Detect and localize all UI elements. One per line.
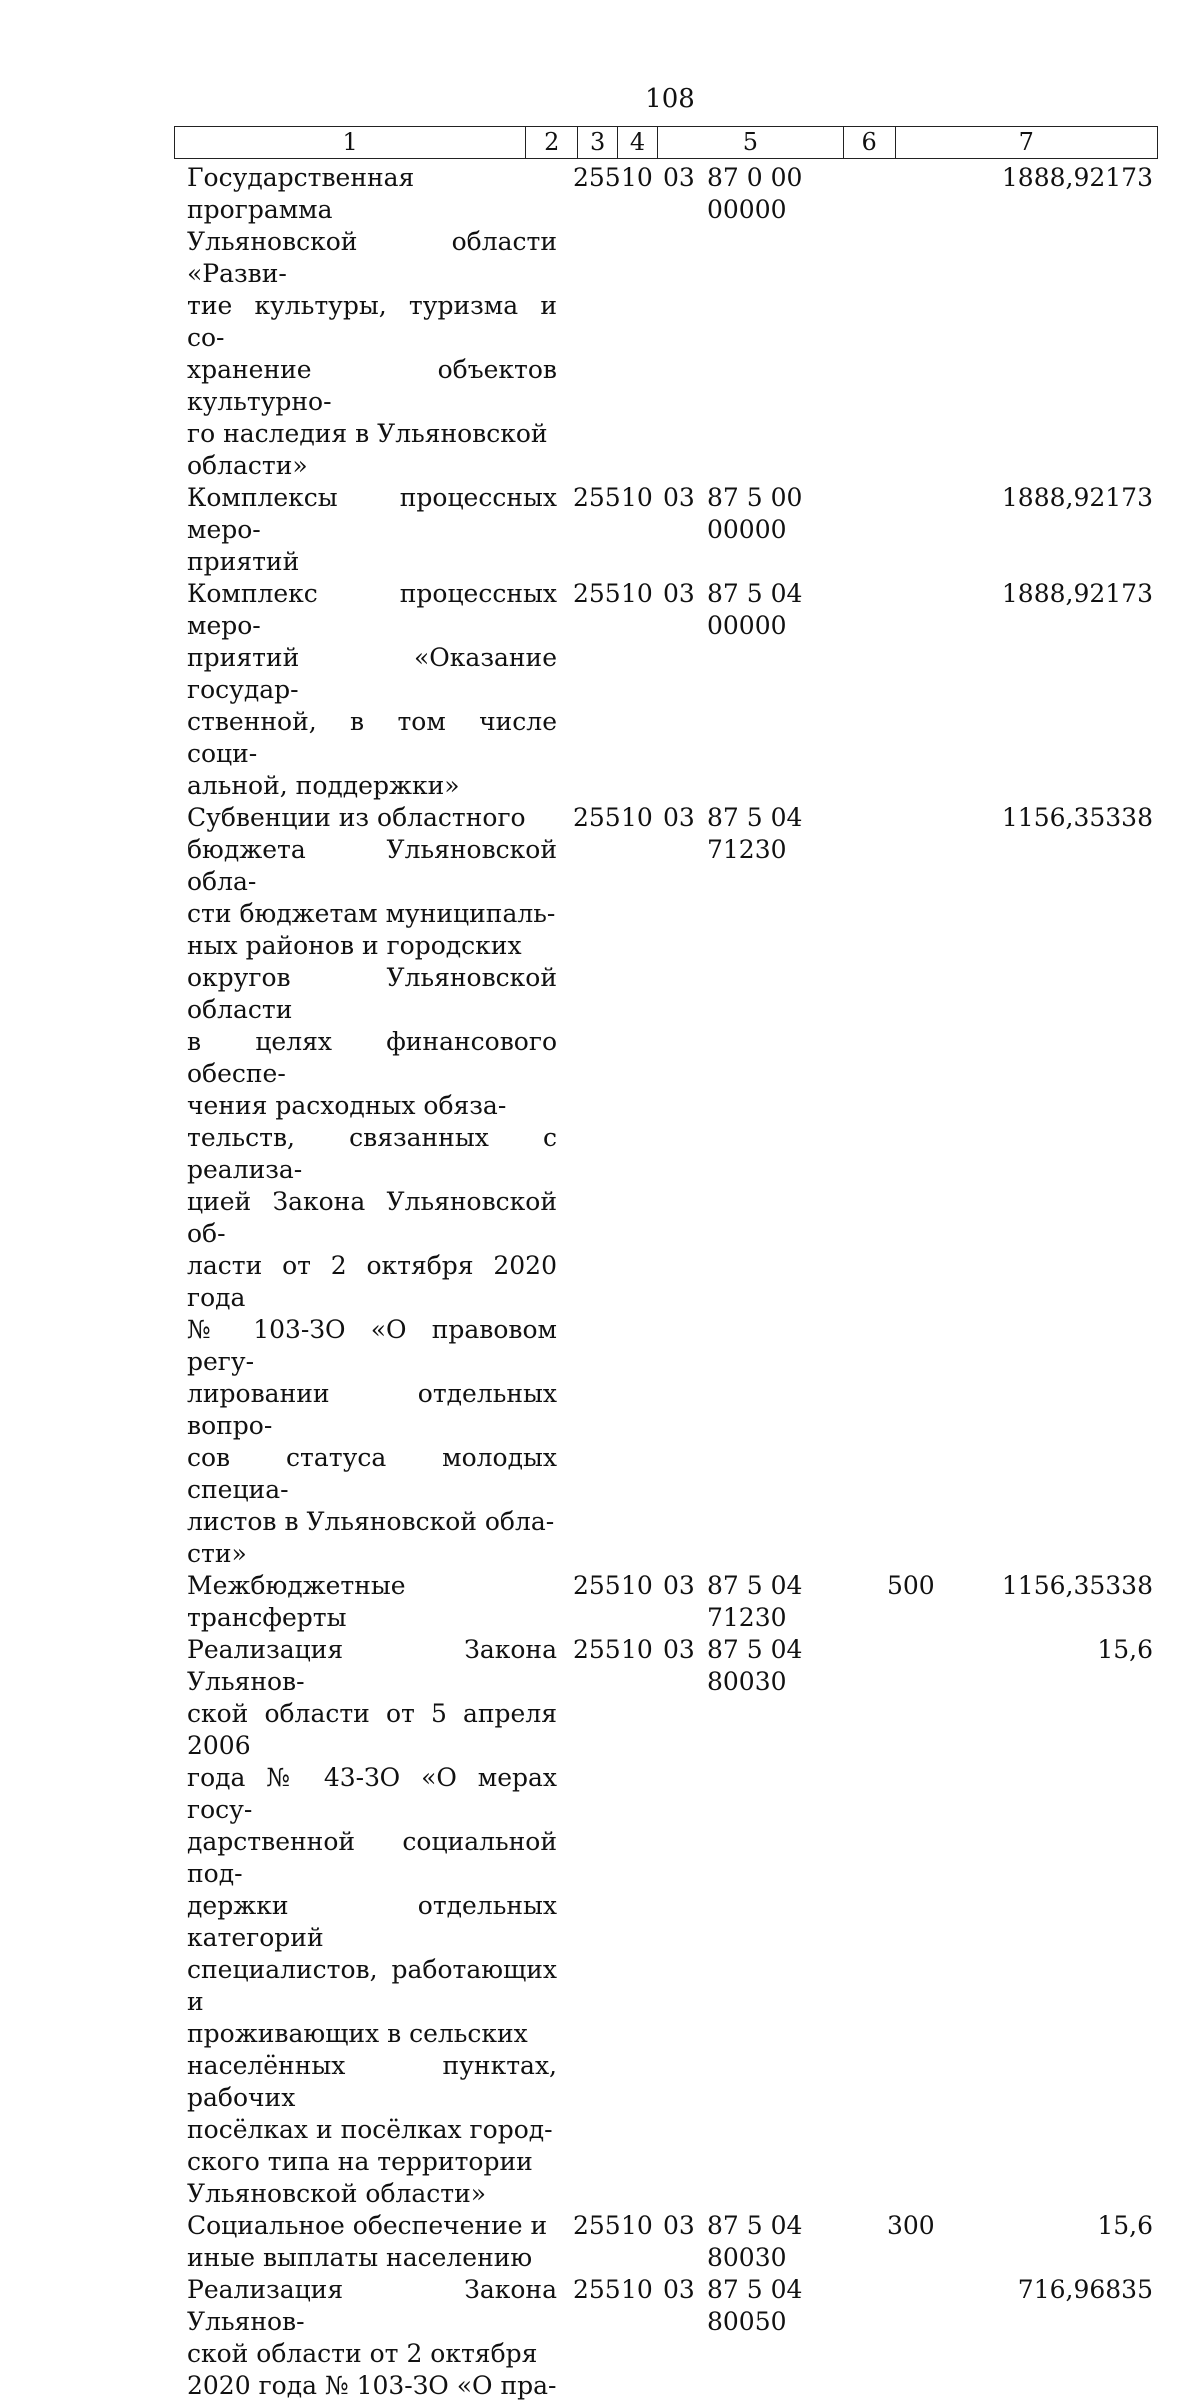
table-row — [0, 162, 1200, 482]
row-code-admin: 255 — [573, 579, 621, 608]
row-code-expense-type — [887, 482, 937, 578]
row-code-subsection: 03 — [663, 2211, 695, 2240]
row-description — [187, 802, 557, 1570]
row-code-admin: 255 — [573, 2211, 621, 2240]
row-amount: 15,6 — [1097, 2211, 1153, 2240]
table-row — [0, 802, 1200, 1570]
description-line: чения расходных обяза- — [187, 1091, 507, 1120]
description-line: ных районов и городских — [187, 931, 522, 960]
description-line: проживающих в сельских — [187, 2019, 528, 2048]
row-code-subsection: 03 — [663, 163, 695, 192]
row-code-target: 87 5 04 00000 — [707, 579, 803, 640]
row-code-target: 87 5 04 80030 — [707, 2211, 803, 2272]
row-code-target: 87 5 04 80030 — [707, 1635, 803, 1696]
table-row — [0, 482, 1200, 578]
description-line: дарственной социальной под- — [187, 1827, 557, 1888]
row-description — [187, 578, 557, 802]
description-line: ской области от 5 апреля 2006 — [187, 1699, 557, 1760]
row-amount: 1888,92173 — [1001, 163, 1153, 192]
row-code-admin: 255 — [573, 483, 621, 512]
description-line: посёлках и посёлках город- — [187, 2115, 553, 2144]
description-line: хранение объектов культурно- — [187, 355, 557, 416]
row-code-expense-type: 500 — [887, 1571, 935, 1600]
row-amount: 1888,92173 — [1001, 579, 1153, 608]
row-description — [187, 1570, 557, 1634]
description-line: Реализация Закона Ульянов- — [187, 2275, 557, 2336]
row-code-target: 87 5 04 71230 — [707, 803, 803, 864]
description-line: тие культуры, туризма и со- — [187, 291, 557, 352]
description-line: округов Ульяновской области — [187, 963, 557, 1024]
description-line: ласти от 2 октября 2020 года — [187, 1251, 557, 1312]
header-col-2: 2 — [526, 127, 578, 158]
description-line: Ульяновской области» — [187, 2179, 487, 2208]
description-line: Государственная программа — [187, 163, 415, 224]
header-col-6: 6 — [844, 127, 896, 158]
table-row — [0, 2274, 1200, 2402]
description-line: цией Закона Ульяновской об- — [187, 1187, 557, 1248]
row-amount: 716,96835 — [1017, 2275, 1153, 2304]
description-line: бюджета Ульяновской обла- — [187, 835, 557, 896]
row-code-section: 10 — [621, 2275, 653, 2304]
row-code-section: 10 — [621, 163, 653, 192]
row-code-target: 87 5 04 80050 — [707, 2275, 803, 2336]
header-col-4: 4 — [618, 127, 658, 158]
row-amount: 1888,92173 — [1001, 483, 1153, 512]
row-code-target: 87 0 00 00000 — [707, 163, 803, 224]
row-code-section: 10 — [621, 2211, 653, 2240]
row-code-target: 87 5 04 71230 — [707, 1571, 803, 1632]
table-row — [0, 2210, 1200, 2274]
description-line: Комплексы процессных меро- — [187, 483, 557, 544]
row-code-admin: 255 — [573, 1635, 621, 1664]
description-line: сти бюджетам муниципаль- — [187, 899, 556, 928]
table-row — [0, 1570, 1200, 1634]
description-line: листов в Ульяновской обла- — [187, 1507, 555, 1536]
description-line: ской области от 2 октября — [187, 2339, 538, 2368]
row-code-section: 10 — [621, 1571, 653, 1600]
row-code-section: 10 — [621, 803, 653, 832]
description-line: Ульяновской области «Разви- — [187, 227, 557, 288]
row-code-admin: 255 — [573, 803, 621, 832]
header-col-5: 5 — [658, 127, 844, 158]
description-line: Субвенции из областного — [187, 803, 526, 832]
row-code-target: 87 5 00 00000 — [707, 483, 803, 544]
table-row — [0, 578, 1200, 802]
row-code-expense-type — [887, 1634, 937, 2210]
row-code-subsection: 03 — [663, 1571, 695, 1600]
description-line: лировании отдельных вопро- — [187, 1379, 557, 1440]
row-code-subsection: 03 — [663, 579, 695, 608]
description-line: альной, поддержки» — [187, 771, 460, 800]
description-line: года № 43-ЗО «О мерах госу- — [187, 1763, 557, 1824]
row-code-expense-type: 300 — [887, 2211, 935, 2240]
row-code-section: 10 — [621, 483, 653, 512]
row-code-expense-type — [887, 802, 937, 1570]
description-line: специалистов, работающих и — [187, 1955, 557, 2016]
row-code-subsection: 03 — [663, 483, 695, 512]
row-code-subsection: 03 — [663, 1635, 695, 1664]
description-line: тельств, связанных с реализа- — [187, 1123, 557, 1184]
row-amount: 1156,35338 — [1001, 1571, 1153, 1600]
description-line: приятий — [187, 547, 300, 576]
row-code-subsection: 03 — [663, 803, 695, 832]
row-code-section: 10 — [621, 579, 653, 608]
header-col-7: 7 — [1018, 128, 1034, 156]
description-line: го наследия в Ульяновской — [187, 419, 548, 448]
table-row — [0, 1634, 1200, 2210]
header-col-3: 3 — [578, 127, 618, 158]
description-line: ственной, в том числе соци- — [187, 707, 557, 768]
row-description — [187, 162, 557, 482]
description-line: ского типа на территории — [187, 2147, 533, 2176]
description-line: Социальное обеспечение и — [187, 2211, 548, 2240]
description-line: сти» — [187, 1539, 247, 1568]
row-description — [187, 2274, 557, 2402]
row-code-expense-type — [887, 162, 937, 482]
description-line: иные выплаты населению — [187, 2243, 533, 2272]
description-line: приятий «Оказание государ- — [187, 643, 557, 704]
row-code-subsection: 03 — [663, 2275, 695, 2304]
row-amount: 1156,35338 — [1001, 803, 1153, 832]
table-header — [174, 126, 1158, 159]
row-code-expense-type — [887, 2274, 937, 2402]
description-line: 2020 года № 103-ЗО «О пра- — [187, 2371, 557, 2400]
row-description — [187, 482, 557, 578]
description-line: держки отдельных категорий — [187, 1891, 557, 1952]
description-line: населённых пунктах, рабочих — [187, 2051, 557, 2112]
row-code-admin: 255 — [573, 2275, 621, 2304]
row-description — [187, 2210, 557, 2274]
row-code-admin: 255 — [573, 1571, 621, 1600]
description-line: области» — [187, 451, 308, 480]
description-line: Комплекс процессных меро- — [187, 579, 557, 640]
row-description — [187, 1634, 557, 2210]
description-line: Межбюджетные трансферты — [187, 1571, 406, 1632]
row-code-expense-type — [887, 578, 937, 802]
description-line: в целях финансового обеспе- — [187, 1027, 557, 1088]
page-number: 108 — [645, 84, 695, 114]
description-line: сов статуса молодых специа- — [187, 1443, 557, 1504]
row-code-admin: 255 — [573, 163, 621, 192]
description-line: Реализация Закона Ульянов- — [187, 1635, 557, 1696]
header-col-1: 1 — [175, 127, 526, 158]
row-amount: 15,6 — [1097, 1635, 1153, 1664]
description-line: № 103-ЗО «О правовом регу- — [187, 1315, 557, 1376]
table-body — [0, 162, 1200, 2402]
row-code-section: 10 — [621, 1635, 653, 1664]
